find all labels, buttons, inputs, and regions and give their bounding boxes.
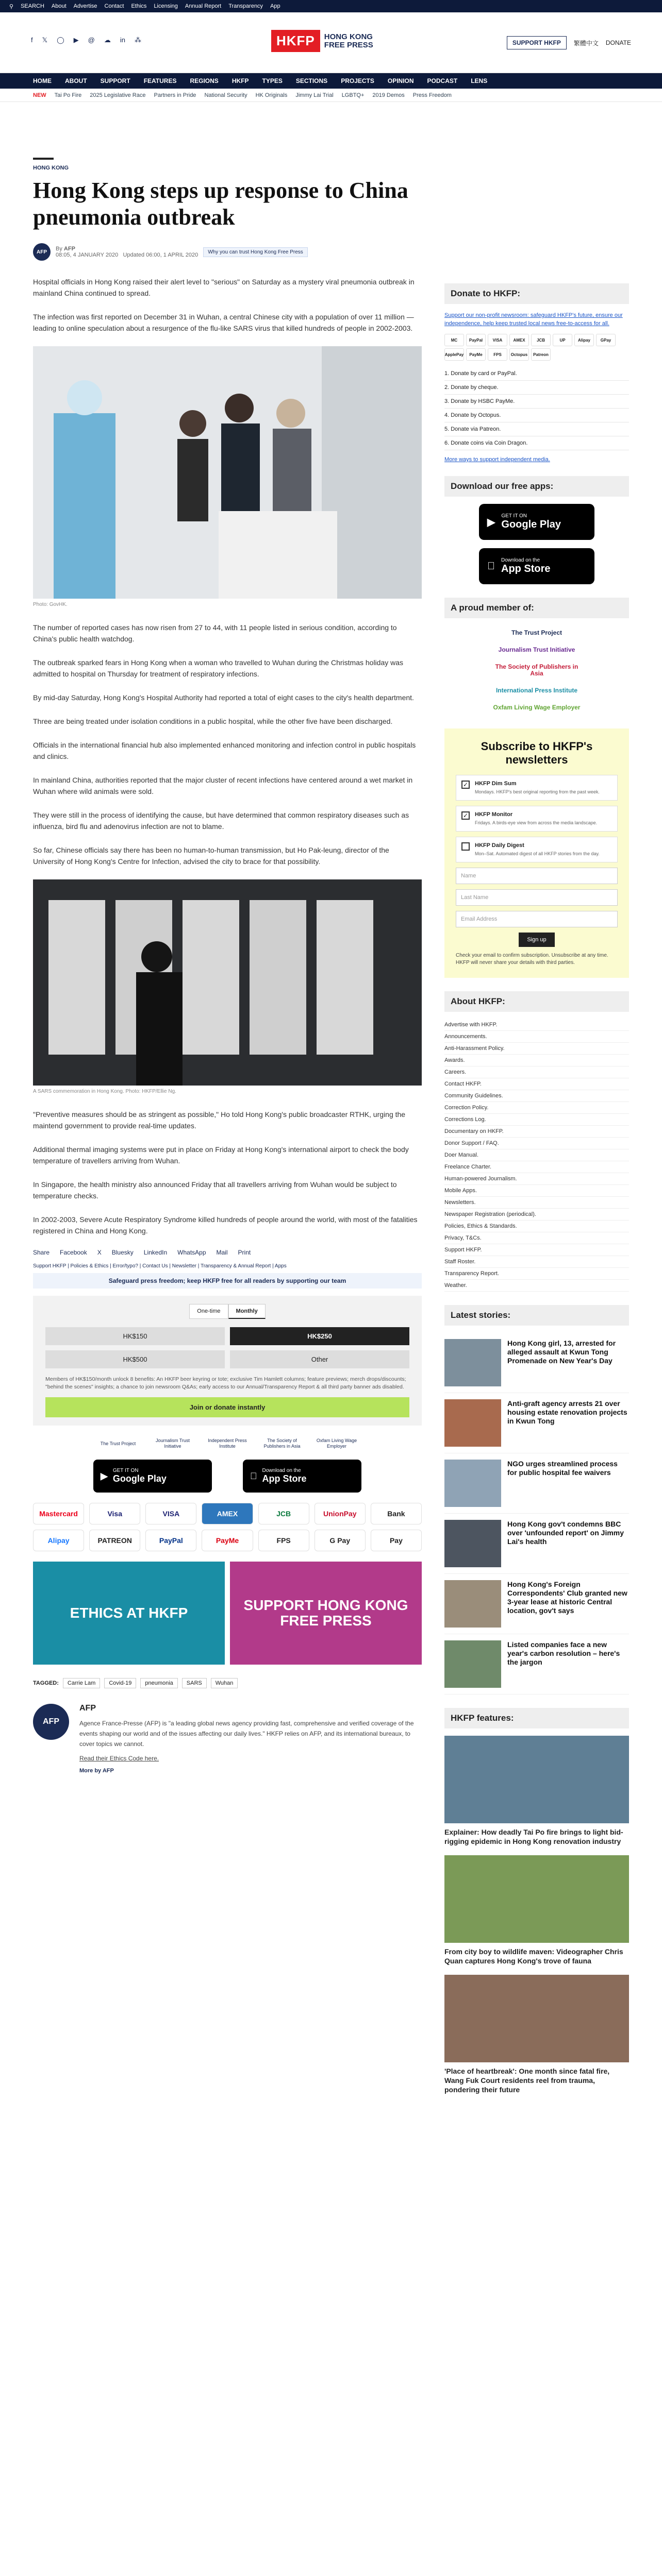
play-icon: ▶ bbox=[487, 516, 495, 528]
about-link[interactable]: Awards. bbox=[444, 1055, 629, 1066]
name-field[interactable]: Name bbox=[456, 868, 618, 884]
tags-label: TAGGED: bbox=[33, 1680, 59, 1686]
language-link[interactable]: 繁體中文 bbox=[573, 39, 599, 47]
trending-item[interactable]: Press Freedom bbox=[412, 92, 452, 98]
tag[interactable]: pneumonia bbox=[140, 1678, 177, 1688]
unionpay-icon: UnionPay bbox=[315, 1503, 366, 1524]
trending-item[interactable]: 2019 Demos bbox=[372, 92, 405, 98]
paragraph: "Preventive measures should be as stringent as possible," Ho told Hong Kong's public broadcaster RTHK, urging the maintend government to provide real-time updates. bbox=[33, 1110, 406, 1130]
newsletter-option[interactable]: HKFP Daily Digest Mon–Sat. Automated digest of all HKFP stories from the day. bbox=[456, 837, 618, 862]
sidebar bbox=[444, 283, 629, 2108]
share-label: Share bbox=[33, 1249, 50, 1256]
apps-heading: Download our free apps: bbox=[444, 476, 629, 497]
safeguard-banner[interactable]: Safeguard press freedom; keep HKFP free for all readers by supporting our team bbox=[33, 1273, 422, 1289]
search-link[interactable]: SEARCH bbox=[21, 3, 44, 9]
alipay-icon: Alipay bbox=[33, 1530, 84, 1551]
nav-features[interactable]: FEATURES bbox=[143, 77, 177, 84]
patreon-icon: PATREON bbox=[89, 1530, 140, 1551]
about-link[interactable]: Freelance Charter. bbox=[444, 1161, 629, 1173]
payment-methods bbox=[33, 1503, 422, 1551]
article-column bbox=[33, 158, 422, 1789]
member-heading: A proud member of: bbox=[444, 598, 629, 618]
card-icon: VISA bbox=[488, 334, 507, 346]
about-link[interactable]: Newsletters. bbox=[444, 1197, 629, 1209]
story-thumbnail[interactable] bbox=[444, 1399, 501, 1447]
jti-logo[interactable]: Journalism Trust Initiative bbox=[155, 1438, 190, 1449]
about-link[interactable]: Documentary on HKFP. bbox=[444, 1126, 629, 1138]
donation-box bbox=[33, 1296, 422, 1426]
email-field[interactable]: Email Address bbox=[456, 911, 618, 927]
sidebar-google-play-button[interactable]: ▶ GET IT ON Google Play bbox=[479, 504, 594, 540]
card-icon: Octopus bbox=[509, 348, 529, 361]
sidebar-app-store-button[interactable]: Download on the App Store bbox=[479, 548, 594, 584]
nav-support[interactable]: SUPPORT bbox=[100, 77, 130, 84]
member-badges bbox=[33, 1438, 422, 1449]
newsletter-signup bbox=[444, 728, 629, 978]
donate-heading: Donate to HKFP: bbox=[444, 283, 629, 304]
logo-text: HONG KONG FREE PRESS bbox=[324, 32, 373, 49]
paragraph: By mid-day Saturday, Hong Kong's Hospital Authority had reported a total of eight cases to the city's health department. bbox=[33, 693, 414, 702]
annual-report-link[interactable]: Annual Report bbox=[185, 3, 222, 9]
tab-monthly[interactable]: Monthly bbox=[228, 1304, 266, 1319]
share-linkedin[interactable]: LinkedIn bbox=[143, 1249, 168, 1256]
paragraph: The infection was first reported on December 31 in Wuhan, a central Chinese city with a population of over 11 million — leading to online speculation about a resurgence of the flu-like SARS virus that killed hundreds of people in 2002-2003. bbox=[33, 313, 414, 332]
about-link[interactable]: Community Guidelines. bbox=[444, 1090, 629, 1102]
site-header bbox=[0, 12, 662, 73]
trending-item[interactable]: National Security bbox=[204, 92, 247, 98]
signup-button[interactable]: Sign up bbox=[519, 933, 554, 947]
newsletter-option[interactable]: ✓ HKFP Monitor Fridays. A birds-eye view from across the media landscape. bbox=[456, 806, 618, 832]
author-box-name[interactable]: AFP bbox=[79, 1704, 96, 1713]
visa-icon: Visa bbox=[89, 1503, 140, 1524]
about-list bbox=[444, 1019, 629, 1292]
amount-option-other[interactable]: Other bbox=[230, 1350, 409, 1368]
tag[interactable]: Covid-19 bbox=[104, 1678, 136, 1688]
fps-icon: FPS bbox=[258, 1530, 309, 1551]
amount-option[interactable]: HK$500 bbox=[45, 1350, 225, 1368]
card-icon: MC bbox=[444, 334, 464, 346]
card-icon: UP bbox=[553, 334, 572, 346]
share-whatsapp[interactable]: WhatsApp bbox=[177, 1249, 206, 1256]
paragraph: The outbreak sparked fears in Hong Kong when a woman who travelled to Wuhan during the Christmas holiday was admitted to hospital on Thursday for treatment of respiratory infections. bbox=[33, 658, 404, 678]
author-name[interactable]: AFP bbox=[63, 246, 75, 252]
paragraph: The number of reported cases has now risen from 27 to 44, with 11 people listed in serious condition, according to China's public health watchdog. bbox=[33, 623, 397, 643]
app-store-button[interactable]: Download on the App Store bbox=[243, 1460, 361, 1493]
about-link[interactable]: Doer Manual. bbox=[444, 1149, 629, 1161]
paragraph: In Singapore, the health ministry also announced Friday that all travellers arriving from Wuhan would be subject to temperature checks. bbox=[33, 1180, 397, 1200]
logo-mark: HKFP bbox=[271, 30, 320, 52]
publish-date: 08:05, 4 JANUARY 2020 bbox=[56, 252, 119, 258]
feature-image[interactable] bbox=[444, 1736, 629, 1823]
paragraph: So far, Chinese officials say there has been no human-to-human transmission, but Ho Pak-leung, director of the University of Hong Kong's Centre for Infection, advised the city to brace for that possibility. bbox=[33, 846, 389, 866]
mastercard-icon: Mastercard bbox=[33, 1503, 84, 1524]
ethics-link[interactable]: Ethics bbox=[131, 3, 147, 9]
tag[interactable]: Wuhan bbox=[211, 1678, 238, 1688]
donate-method[interactable]: 6. Donate coins via Coin Dragon. bbox=[444, 436, 629, 450]
support-hkfp-button[interactable]: SUPPORT HKFP bbox=[507, 36, 567, 49]
about-link[interactable]: Newspaper Registration (periodical). bbox=[444, 1209, 629, 1221]
amount-option[interactable]: HK$150 bbox=[45, 1327, 225, 1345]
image-caption: Photo: GovHK. bbox=[33, 602, 68, 607]
author-avatar[interactable]: AFP bbox=[33, 243, 51, 261]
bank-icon: Bank bbox=[371, 1503, 422, 1524]
oxfam-logo[interactable]: Oxfam Living Wage Employer bbox=[316, 1438, 357, 1449]
latest-story[interactable]: Hong Kong's Foreign Correspondents' Club granted new 3-year lease at historic Central location, gov't says bbox=[444, 1574, 629, 1634]
about-link[interactable]: Announcements. bbox=[444, 1031, 629, 1043]
share-bar bbox=[33, 1249, 422, 1256]
author-avatar[interactable]: AFP bbox=[33, 1704, 69, 1740]
story-thumbnail[interactable] bbox=[444, 1460, 501, 1507]
ethics-code-link[interactable]: Read their Ethics Code here. bbox=[79, 1755, 159, 1762]
nav-regions[interactable]: REGIONS bbox=[190, 77, 219, 84]
image-caption: A SARS commemoration in Hong Kong. Photo: HKFP/Ellie Ng. bbox=[33, 1089, 176, 1094]
about-link[interactable]: Anti-Harassment Policy. bbox=[444, 1043, 629, 1055]
tag-list bbox=[33, 1678, 422, 1688]
trending-item[interactable]: 2025 Legislative Race bbox=[90, 92, 146, 98]
byline bbox=[33, 243, 422, 261]
feature-story[interactable]: Explainer: How deadly Tai Po fire brings to light bid-rigging epidemic in Hong Kong renovation industry bbox=[444, 1736, 629, 1846]
card-icon: ApplePay bbox=[444, 348, 464, 361]
article-image-1 bbox=[33, 346, 422, 599]
card-icon: FPS bbox=[488, 348, 507, 361]
nav-types[interactable]: TYPES bbox=[262, 77, 283, 84]
linkedin-icon[interactable]: in bbox=[120, 36, 125, 44]
trending-item[interactable]: Jimmy Lai Trial bbox=[295, 92, 334, 98]
tab-one-time[interactable]: One-time bbox=[189, 1304, 228, 1319]
category-rule bbox=[33, 158, 54, 160]
checkbox-checked-icon[interactable]: ✓ bbox=[461, 811, 470, 820]
about-link[interactable]: Contact HKFP. bbox=[444, 1078, 629, 1090]
by-prefix: By bbox=[56, 246, 62, 252]
licensing-link[interactable]: Licensing bbox=[154, 3, 178, 9]
nav-sections[interactable]: SECTIONS bbox=[295, 77, 328, 84]
author-box bbox=[33, 1704, 422, 1774]
share-bluesky[interactable]: Bluesky bbox=[111, 1249, 134, 1256]
main-nav bbox=[0, 73, 662, 89]
about-link[interactable]: Corrections Log. bbox=[444, 1114, 629, 1126]
paragraph: Officials in the international financial hub also implemented enhanced monitoring and infection control in public hospitals and clinics. bbox=[33, 741, 416, 760]
social-icons bbox=[31, 36, 141, 44]
trending-item[interactable]: LGBTQ+ bbox=[341, 92, 365, 98]
nav-podcast[interactable]: PODCAST bbox=[427, 77, 458, 84]
about-link[interactable]: Transparency Report. bbox=[444, 1268, 629, 1280]
checkbox-checked-icon[interactable]: ✓ bbox=[461, 781, 470, 789]
nav-about[interactable]: ABOUT bbox=[65, 77, 87, 84]
youtube-icon[interactable]: ▶ bbox=[73, 36, 79, 44]
sopa-logo[interactable]: The Society of Publishers in Asia bbox=[263, 1438, 301, 1449]
ipi-logo[interactable]: International Press Institute bbox=[495, 687, 578, 694]
latest-story[interactable]: Hong Kong gov't condemns BBC over 'unfounded report' on Jimmy Lai's health bbox=[444, 1514, 629, 1574]
tag[interactable]: Carrie Lam bbox=[63, 1678, 100, 1688]
about-link[interactable]: Weather. bbox=[444, 1280, 629, 1292]
paragraph: They were still in the process of identifying the cause, but have determined that common respiratory diseases such as influenza, bird flu and adenovirus infection are not to blame. bbox=[33, 811, 409, 831]
amex-icon: AMEX bbox=[202, 1503, 253, 1524]
trending-item[interactable]: Partners in Pride bbox=[154, 92, 196, 98]
newsletter-footnote: Check your email to confirm subscription. Unsubscribe at any time. HKFP will never share your details with third parties. bbox=[456, 953, 608, 965]
donate-description[interactable]: Support our non-profit newsroom: safeguard HKFP's future, ensure our independence, help keep trusted local news free-to-access for all. bbox=[444, 312, 623, 327]
card-icon: AMEX bbox=[509, 334, 529, 346]
more-ways-link[interactable]: More ways to support independent media. bbox=[444, 456, 550, 463]
features-heading: HKFP features: bbox=[444, 1708, 629, 1728]
instagram-icon[interactable]: ◯ bbox=[57, 36, 64, 44]
about-heading: About HKFP: bbox=[444, 991, 629, 1012]
paypal-icon: PayPal bbox=[145, 1530, 196, 1551]
x-icon[interactable]: 𝕏 bbox=[42, 36, 48, 44]
promo-banners bbox=[33, 1562, 422, 1665]
latest-story[interactable]: NGO urges streamlined process for public hospital fee waivers bbox=[444, 1453, 629, 1514]
transparency-link[interactable]: Transparency bbox=[228, 3, 263, 9]
sopa-logo[interactable]: The Society of Publishers in Asia bbox=[495, 663, 578, 677]
paragraph: Additional thermal imaging systems were put in place on Friday at Hong Kong's international airport to check the body temperature of travellers arriving from Wuhan. bbox=[33, 1145, 409, 1165]
feature-image[interactable] bbox=[444, 1855, 629, 1943]
join-donate-button[interactable]: Join or donate instantly bbox=[45, 1397, 409, 1417]
card-icon: Patreon bbox=[531, 348, 551, 361]
about-link[interactable]: About bbox=[51, 3, 67, 9]
support-links[interactable]: Support HKFP | Policies & Ethics | Error/typo? | Contact Us | Newsletter | Transparency & Annual Report | Apps bbox=[33, 1263, 287, 1269]
nav-hkfp[interactable]: HKFP bbox=[231, 77, 249, 84]
top-bar bbox=[0, 0, 662, 12]
card-icon: JCB bbox=[531, 334, 551, 346]
donate-link[interactable]: DONATE bbox=[605, 39, 631, 46]
contact-link[interactable]: Contact bbox=[104, 3, 124, 9]
trust-project-logo[interactable]: The Trust Project bbox=[511, 629, 562, 636]
nav-opinion[interactable]: OPINION bbox=[387, 77, 414, 84]
apple-icon bbox=[250, 1471, 257, 1482]
payment-cards bbox=[444, 334, 629, 361]
about-link[interactable]: Staff Roster. bbox=[444, 1256, 629, 1268]
checkbox-icon[interactable] bbox=[461, 842, 470, 851]
google-play-button[interactable]: ▶ GET IT ON Google Play bbox=[93, 1460, 212, 1493]
applepay-icon: Pay bbox=[371, 1530, 422, 1551]
donate-methods bbox=[444, 367, 629, 450]
nav-projects[interactable]: PROJECTS bbox=[341, 77, 374, 84]
threads-icon[interactable]: @ bbox=[88, 36, 95, 44]
ethics-promo[interactable]: ETHICS AT HKFP bbox=[33, 1562, 225, 1665]
last-name-field[interactable]: Last Name bbox=[456, 889, 618, 906]
play-icon: ▶ bbox=[101, 1470, 108, 1481]
about-link[interactable]: Careers. bbox=[444, 1066, 629, 1078]
amount-option-selected[interactable]: HK$250 bbox=[230, 1327, 409, 1345]
feature-story[interactable]: 'Place of heartbreak': One month since fatal fire, Wang Fuk Court residents reel from trauma, pondering their future bbox=[444, 1975, 629, 2094]
app-link[interactable]: App bbox=[270, 3, 280, 9]
trust-link[interactable]: Why you can trust Hong Kong Free Press bbox=[203, 247, 308, 257]
about-link[interactable]: Advertise with HKFP. bbox=[444, 1019, 629, 1031]
trending-item[interactable]: HK Originals bbox=[255, 92, 288, 98]
about-link[interactable]: Policies, Ethics & Standards. bbox=[444, 1221, 629, 1232]
card-icon: GPay bbox=[596, 334, 616, 346]
newsletter-option[interactable]: ✓ HKFP Dim Sum Mondays. HKFP's best original reporting from the past week. bbox=[456, 775, 618, 801]
about-link[interactable]: Correction Policy. bbox=[444, 1102, 629, 1114]
share-print[interactable]: Print bbox=[238, 1249, 251, 1256]
latest-story[interactable]: Listed companies face a new year's carbon resolution – here's the jargon bbox=[444, 1634, 629, 1694]
donate-method[interactable]: 4. Donate by Octopus. bbox=[444, 409, 629, 422]
about-link[interactable]: Donor Support / FAQ. bbox=[444, 1138, 629, 1149]
latest-story[interactable]: Anti-graft agency arrests 21 over housing estate renovation projects in Kwun Tong bbox=[444, 1393, 629, 1453]
story-thumbnail[interactable] bbox=[444, 1339, 501, 1386]
newsletter-heading: Subscribe to HKFP's newsletters bbox=[481, 740, 593, 766]
about-link[interactable]: Privacy, T&Cs. bbox=[444, 1232, 629, 1244]
photo-graphic bbox=[33, 346, 422, 599]
nav-home[interactable]: HOME bbox=[33, 77, 52, 84]
oxfam-logo[interactable]: Oxfam Living Wage Employer bbox=[493, 704, 581, 711]
gpay-icon: G Pay bbox=[315, 1530, 366, 1551]
trending-bar bbox=[0, 89, 662, 102]
more-by-author-link[interactable]: More by AFP bbox=[79, 1768, 114, 1774]
jcb-icon: JCB bbox=[258, 1503, 309, 1524]
donate-method[interactable]: 1. Donate by card or PayPal. bbox=[444, 367, 629, 381]
latest-story[interactable]: Hong Kong girl, 13, arrested for alleged assault at Kwun Tong Promenade on New Year's Day bbox=[444, 1333, 629, 1393]
rss-icon[interactable]: ⁂ bbox=[135, 36, 141, 44]
article-image-2 bbox=[33, 879, 422, 1086]
search-icon[interactable]: ⚲ bbox=[9, 3, 14, 10]
updated-date: Updated 06:00, 1 APRIL 2020 bbox=[123, 252, 198, 258]
card-icon: PayMe bbox=[466, 348, 486, 361]
paragraph: In mainland China, authorities reported that the major cluster of recent infections have centered around a wet market in Wuhan where wild animals were sold. bbox=[33, 776, 413, 795]
share-facebook[interactable]: Facebook bbox=[60, 1249, 87, 1256]
story-thumbnail[interactable] bbox=[444, 1640, 501, 1688]
story-thumbnail[interactable] bbox=[444, 1520, 501, 1567]
membership-note: Members of HK$150/month unlock 8 benefits: An HKFP beer keyring or tote; exclusive Tim Hamlett columns; feature previews; merch drops/discounts; "behind the scenes" insights; a chance to join newsroom Q&As; early access to our Annual/Transparency Report & all third party banner ads disabled. bbox=[45, 1376, 406, 1390]
donate-method[interactable]: 3. Donate by HSBC PayMe. bbox=[444, 395, 629, 409]
feature-story[interactable]: From city boy to wildlife maven: Videographer Chris Quan captures Hong Kong's trove of fauna bbox=[444, 1855, 629, 1965]
card-icon: Alipay bbox=[574, 334, 594, 346]
about-link[interactable]: Human-powered Journalism. bbox=[444, 1173, 629, 1185]
tag[interactable]: SARS bbox=[182, 1678, 207, 1688]
category-label[interactable]: HONG KONG bbox=[33, 165, 69, 171]
article-title: Hong Kong steps up response to China pneumonia outbreak bbox=[33, 178, 408, 230]
facebook-icon[interactable]: f bbox=[31, 36, 33, 44]
apple-icon bbox=[487, 561, 495, 572]
trust-project-logo[interactable]: The Trust Project bbox=[100, 1440, 136, 1446]
paragraph: In 2002-2003, Severe Acute Respiratory Syndrome killed hundreds of people around the world, with most of the fatalities registered in China and Hong Kong. bbox=[33, 1215, 418, 1235]
card-icon: PayPal bbox=[466, 334, 486, 346]
about-link[interactable]: Support HKFP. bbox=[444, 1244, 629, 1256]
payme-icon: PayMe bbox=[202, 1530, 253, 1551]
advertise-link[interactable]: Advertise bbox=[73, 3, 97, 9]
nav-lens[interactable]: LENS bbox=[471, 77, 488, 84]
donate-method[interactable]: 2. Donate by cheque. bbox=[444, 381, 629, 395]
paragraph: Three are being treated under isolation conditions in a public hospital, while the other five have been discharged. bbox=[33, 717, 393, 725]
latest-heading: Latest stories: bbox=[444, 1305, 629, 1326]
site-logo[interactable] bbox=[271, 30, 373, 52]
ipi-logo[interactable]: Independent Press Institute bbox=[208, 1438, 247, 1449]
support-promo[interactable]: SUPPORT HONG KONG FREE PRESS bbox=[230, 1562, 422, 1665]
trending-item[interactable]: Tai Po Fire bbox=[54, 92, 82, 98]
bluesky-icon[interactable]: ☁ bbox=[104, 36, 111, 44]
share-mail[interactable]: Mail bbox=[216, 1249, 228, 1256]
about-link[interactable]: Mobile Apps. bbox=[444, 1185, 629, 1197]
feature-image[interactable] bbox=[444, 1975, 629, 2062]
jti-logo[interactable]: Journalism Trust Initiative bbox=[498, 646, 575, 653]
share-x[interactable]: X bbox=[97, 1249, 102, 1256]
photo-graphic bbox=[33, 879, 422, 1086]
story-thumbnail[interactable] bbox=[444, 1580, 501, 1628]
author-bio: Agence France-Presse (AFP) is "a leading global news agency providing fast, comprehensive and verified coverage of the events shaping our world and of the issues affecting our daily lives." HKFP relies on AFP, and its international bureaux, to cover topics we cannot. bbox=[79, 1720, 414, 1748]
trending-label: NEW bbox=[33, 92, 46, 98]
visa-icon: VISA bbox=[145, 1503, 196, 1524]
paragraph: Hospital officials in Hong Kong raised their alert level to "serious" on Saturday as a mystery viral pneumonia outbreak in mainland China continued to spread. bbox=[33, 278, 415, 297]
donate-method[interactable]: 5. Donate via Patreon. bbox=[444, 422, 629, 436]
